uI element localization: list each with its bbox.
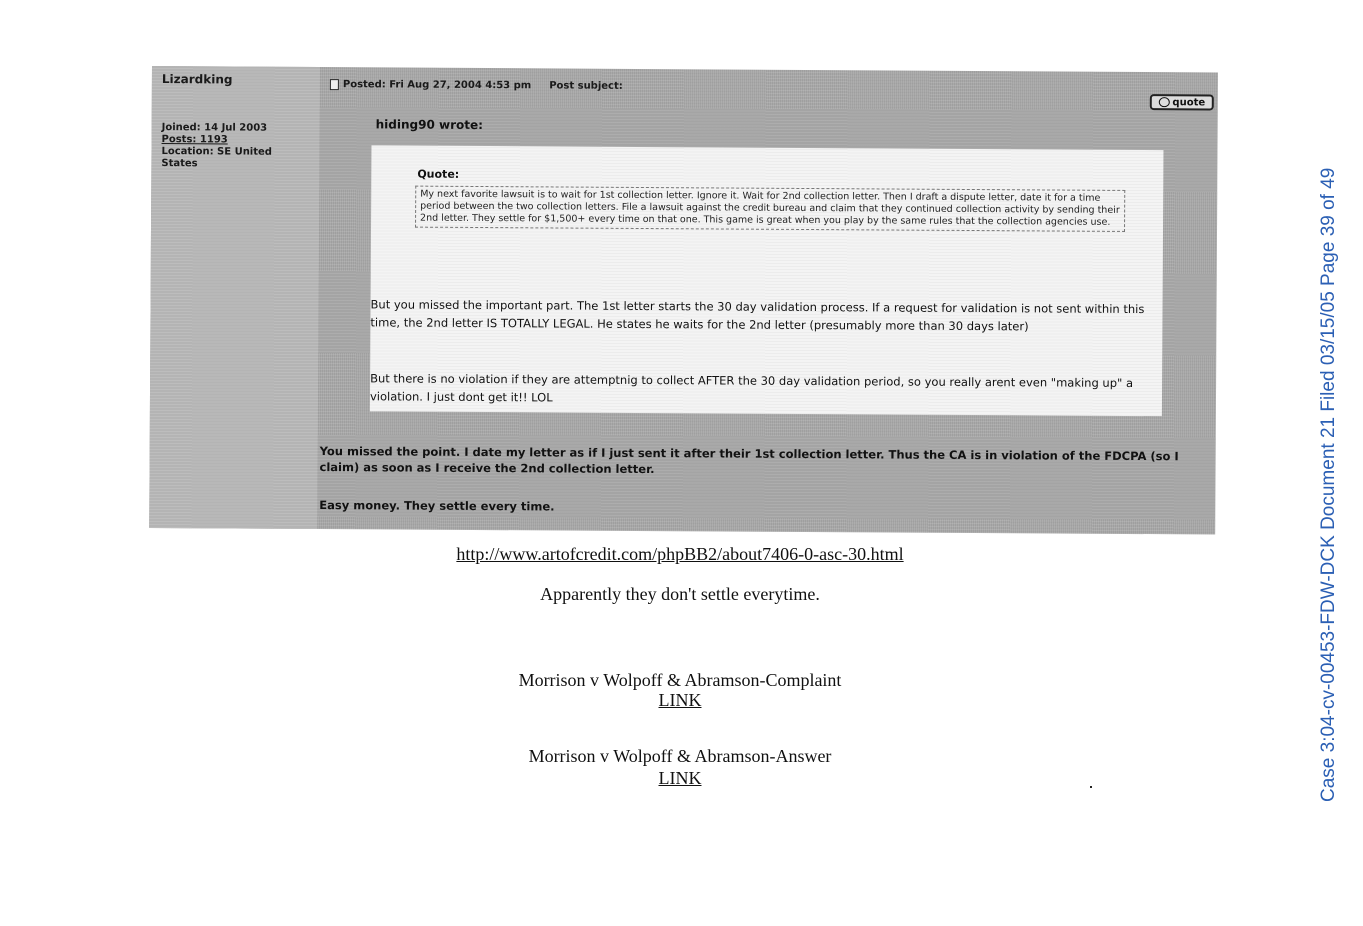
author-panel (149, 66, 320, 529)
link-2-title: Morrison v Wolpoff & Abramson-Answer (528, 746, 832, 766)
post-subject-label: Post subject: (549, 80, 623, 92)
link-1-label[interactable]: LINK (658, 690, 702, 710)
quote-paragraph: But there is no violation if they are attemptnig to collect AFTER the 30 day validation period, so you really arent even "making up" a violation. I just dont get it!! LOL (369, 371, 1134, 405)
link-1[interactable] (0, 690, 1360, 711)
stray-mark (1090, 786, 1092, 788)
quote-bubble-icon (1158, 97, 1169, 107)
link-2[interactable] (0, 768, 1360, 789)
quote-paragraph: But you missed the important part. The 1st letter starts the 30 day validation process. If a request for validation is not sent within this time, the 2nd letter IS TOTALLY LEGAL. He states he waits for the 2nd letter (presumably more than 30 days later) (370, 297, 1145, 334)
link-2-label[interactable]: LINK (658, 768, 702, 788)
user-joined: Joined: 14 Jul 2003 (161, 122, 268, 134)
caption: Apparently they don't settle everytime. (540, 584, 820, 604)
quote-button (1150, 94, 1214, 110)
user-location-cont: States (161, 158, 198, 170)
forum-post-screenshot (149, 66, 1218, 535)
quoted-author-label: hiding90 wrote: (375, 117, 483, 133)
inner-quote-text: My next favorite lawsuit is to wait for 1st collection letter. Ignore it. Wait for 2nd collection letter. Then I draft a dispute letter, date it for a time period between the two collection letters. File a lawsuit against the credit bureau and claim that they continued collection activity by sending their 2nd letter. They settle for $1,500+ every time on that one. This game is great when you play by the same rules that the collection agencies use. (415, 186, 1125, 232)
post-username: Lizardking (161, 72, 233, 87)
quote-button-label: quote (1172, 96, 1206, 108)
user-location: Location: SE United (161, 146, 273, 158)
reply-paragraph: Easy money. They settle every time. (319, 498, 555, 514)
source-url: http://www.artofcredit.com/phpBB2/about7406-0-asc-30.html (456, 544, 904, 564)
link-1-title: Morrison v Wolpoff & Abramson-Complaint (518, 670, 842, 690)
quote-box (370, 145, 1164, 416)
inner-quote-label: Quote: (417, 167, 460, 181)
reply-paragraph: You missed the point. I date my letter as if I just sent it after their 1st collection letter. Thus the CA is in violation of the FDCPA (so I claim) as soon as I receive the 2nd collection letter. (319, 444, 1179, 477)
post-date: Posted: Fri Aug 27, 2004 4:53 pm (342, 79, 532, 92)
user-posts: Posts: 1193 (161, 134, 228, 146)
case-header: Case 3:04-cv-00453-FDW-DCK Document 21 Filed 03/15/05 Page 39 of 49 (1318, 167, 1339, 802)
post-document-icon (330, 79, 339, 90)
user-meta (161, 122, 272, 171)
post-header (330, 79, 623, 92)
